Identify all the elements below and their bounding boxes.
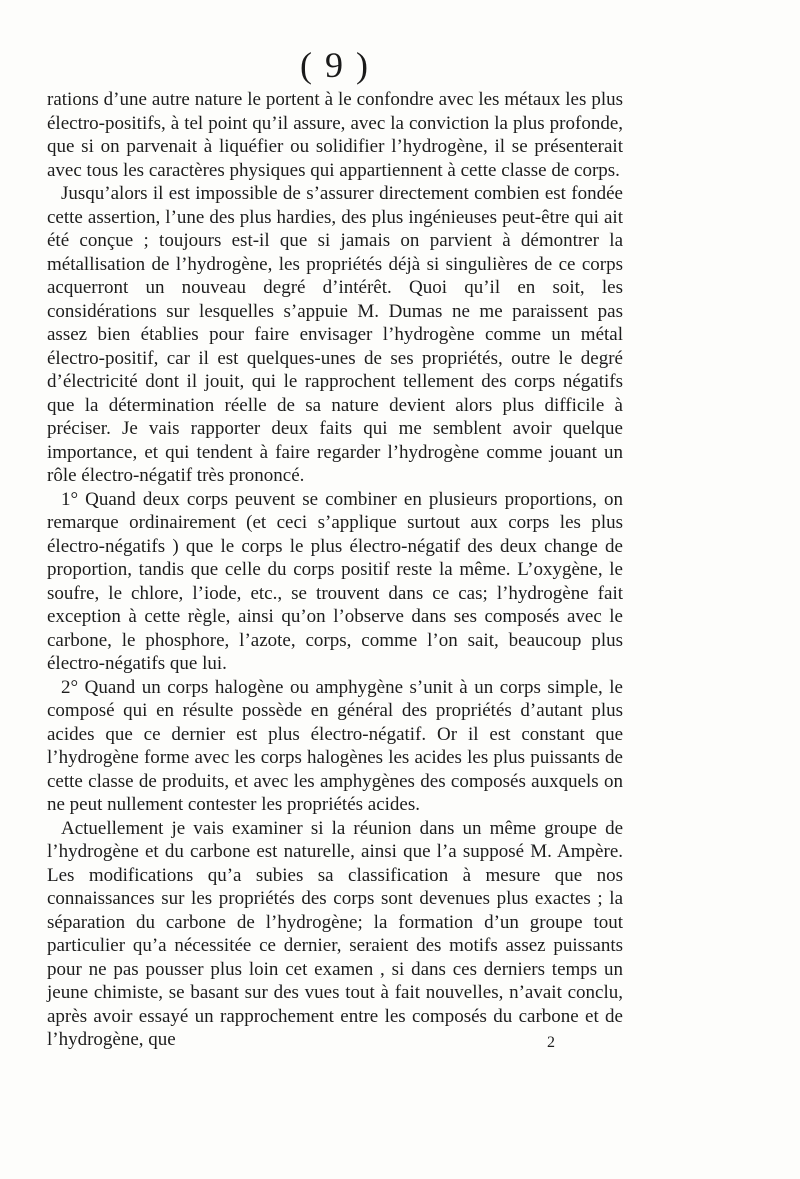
paragraph: Jusqu’alors il est impossible de s’assurer directement combien est fondée cette assertion, l’une des plus hardies, des plus ingénieuses peut-être qui ait été conçue ; toujours est-il que si jamais on parvient à démontrer la métallisation de l’hydrogène, les propriétés déjà si singulières de ce corps acquerront un nouveau degré d’intérêt. Quoi qu’il en soit, les considérations sur lesquelles s’appuie M. Dumas ne me paraissent pas assez bien établies pour faire envisager l’hydrogène comme un métal électro-positif, car il est quelques-unes de ses propriétés, outre le degré d’électricité dont il jouit, qui le rapprochent tellement des corps négatifs que la détermination réelle de sa nature devient alors plus difficile à préciser. Je vais rapporter deux faits qui me semblent avoir quelque importance, et qui tendent à faire regarder l’hydrogène comme jouant un rôle électro-négatif très prononcé. <box>47 183 623 486</box>
body-text <box>47 88 623 1052</box>
paragraph: 1° Quand deux corps peuvent se combiner en plusieurs proportions, on remarque ordinairement (et ceci s’applique surtout aux corps les plus électro-négatifs ) que le corps le plus électro-négatif des deux change de proportion, tandis que celle du corps positif reste la même. L’oxygène, le soufre, le chlore, l’iode, etc., se trouvent dans ce cas; l’hydrogène fait exception à cette règle, ainsi qu’on l’observe dans ses composés avec le carbone, le phosphore, l’azote, corps, comme l’on sait, beaucoup plus électro-négatifs que lui. <box>47 488 623 674</box>
paragraph: rations d’une autre nature le portent à le confondre avec les métaux les plus électro-positifs, à tel point qu’il assure, avec la conviction la plus profonde, que si on parvenait à liquéfier ou solidifier l’hydrogène, il se présenterait avec tous les caractères physiques qui appartiennent à cette classe de corps. <box>47 89 623 181</box>
paragraph: Actuellement je vais examiner si la réunion dans un même groupe de l’hydrogène et du carbone est naturelle, ainsi que l’a supposé M. Ampère. Les modifications qu’a subies sa classification à mesure que nos connaissances sur les propriétés des corps sont devenues plus exactes ; la séparation du carbone de l’hydrogène; la formation d’un groupe tout particulier qu’a nécessitée ce dernier, seraient des motifs assez puissants pour ne pas pousser plus loin cet examen , si dans ces derniers temps un jeune chimiste, se basant sur des vues tout à fait nouvelles, n’avait conclu, après avoir essayé un rapprochement entre les composés du carbone et de l’hydrogène, que <box>47 817 623 1050</box>
page-number: ( 9 ) <box>300 45 370 85</box>
signature-mark: 2 <box>547 1034 555 1051</box>
paragraph: 2° Quand un corps halogène ou amphygène s’unit à un corps simple, le composé qui en résulte possède en général des propriétés d’autant plus acides que ce dernier est plus électro-négatif. Or il est constant que l’hydrogène forme avec les corps halogènes les acides les plus puissants de cette classe de produits, et avec les amphygènes des composés auxquels on ne peut nullement contester les propriétés acides. <box>47 676 623 815</box>
